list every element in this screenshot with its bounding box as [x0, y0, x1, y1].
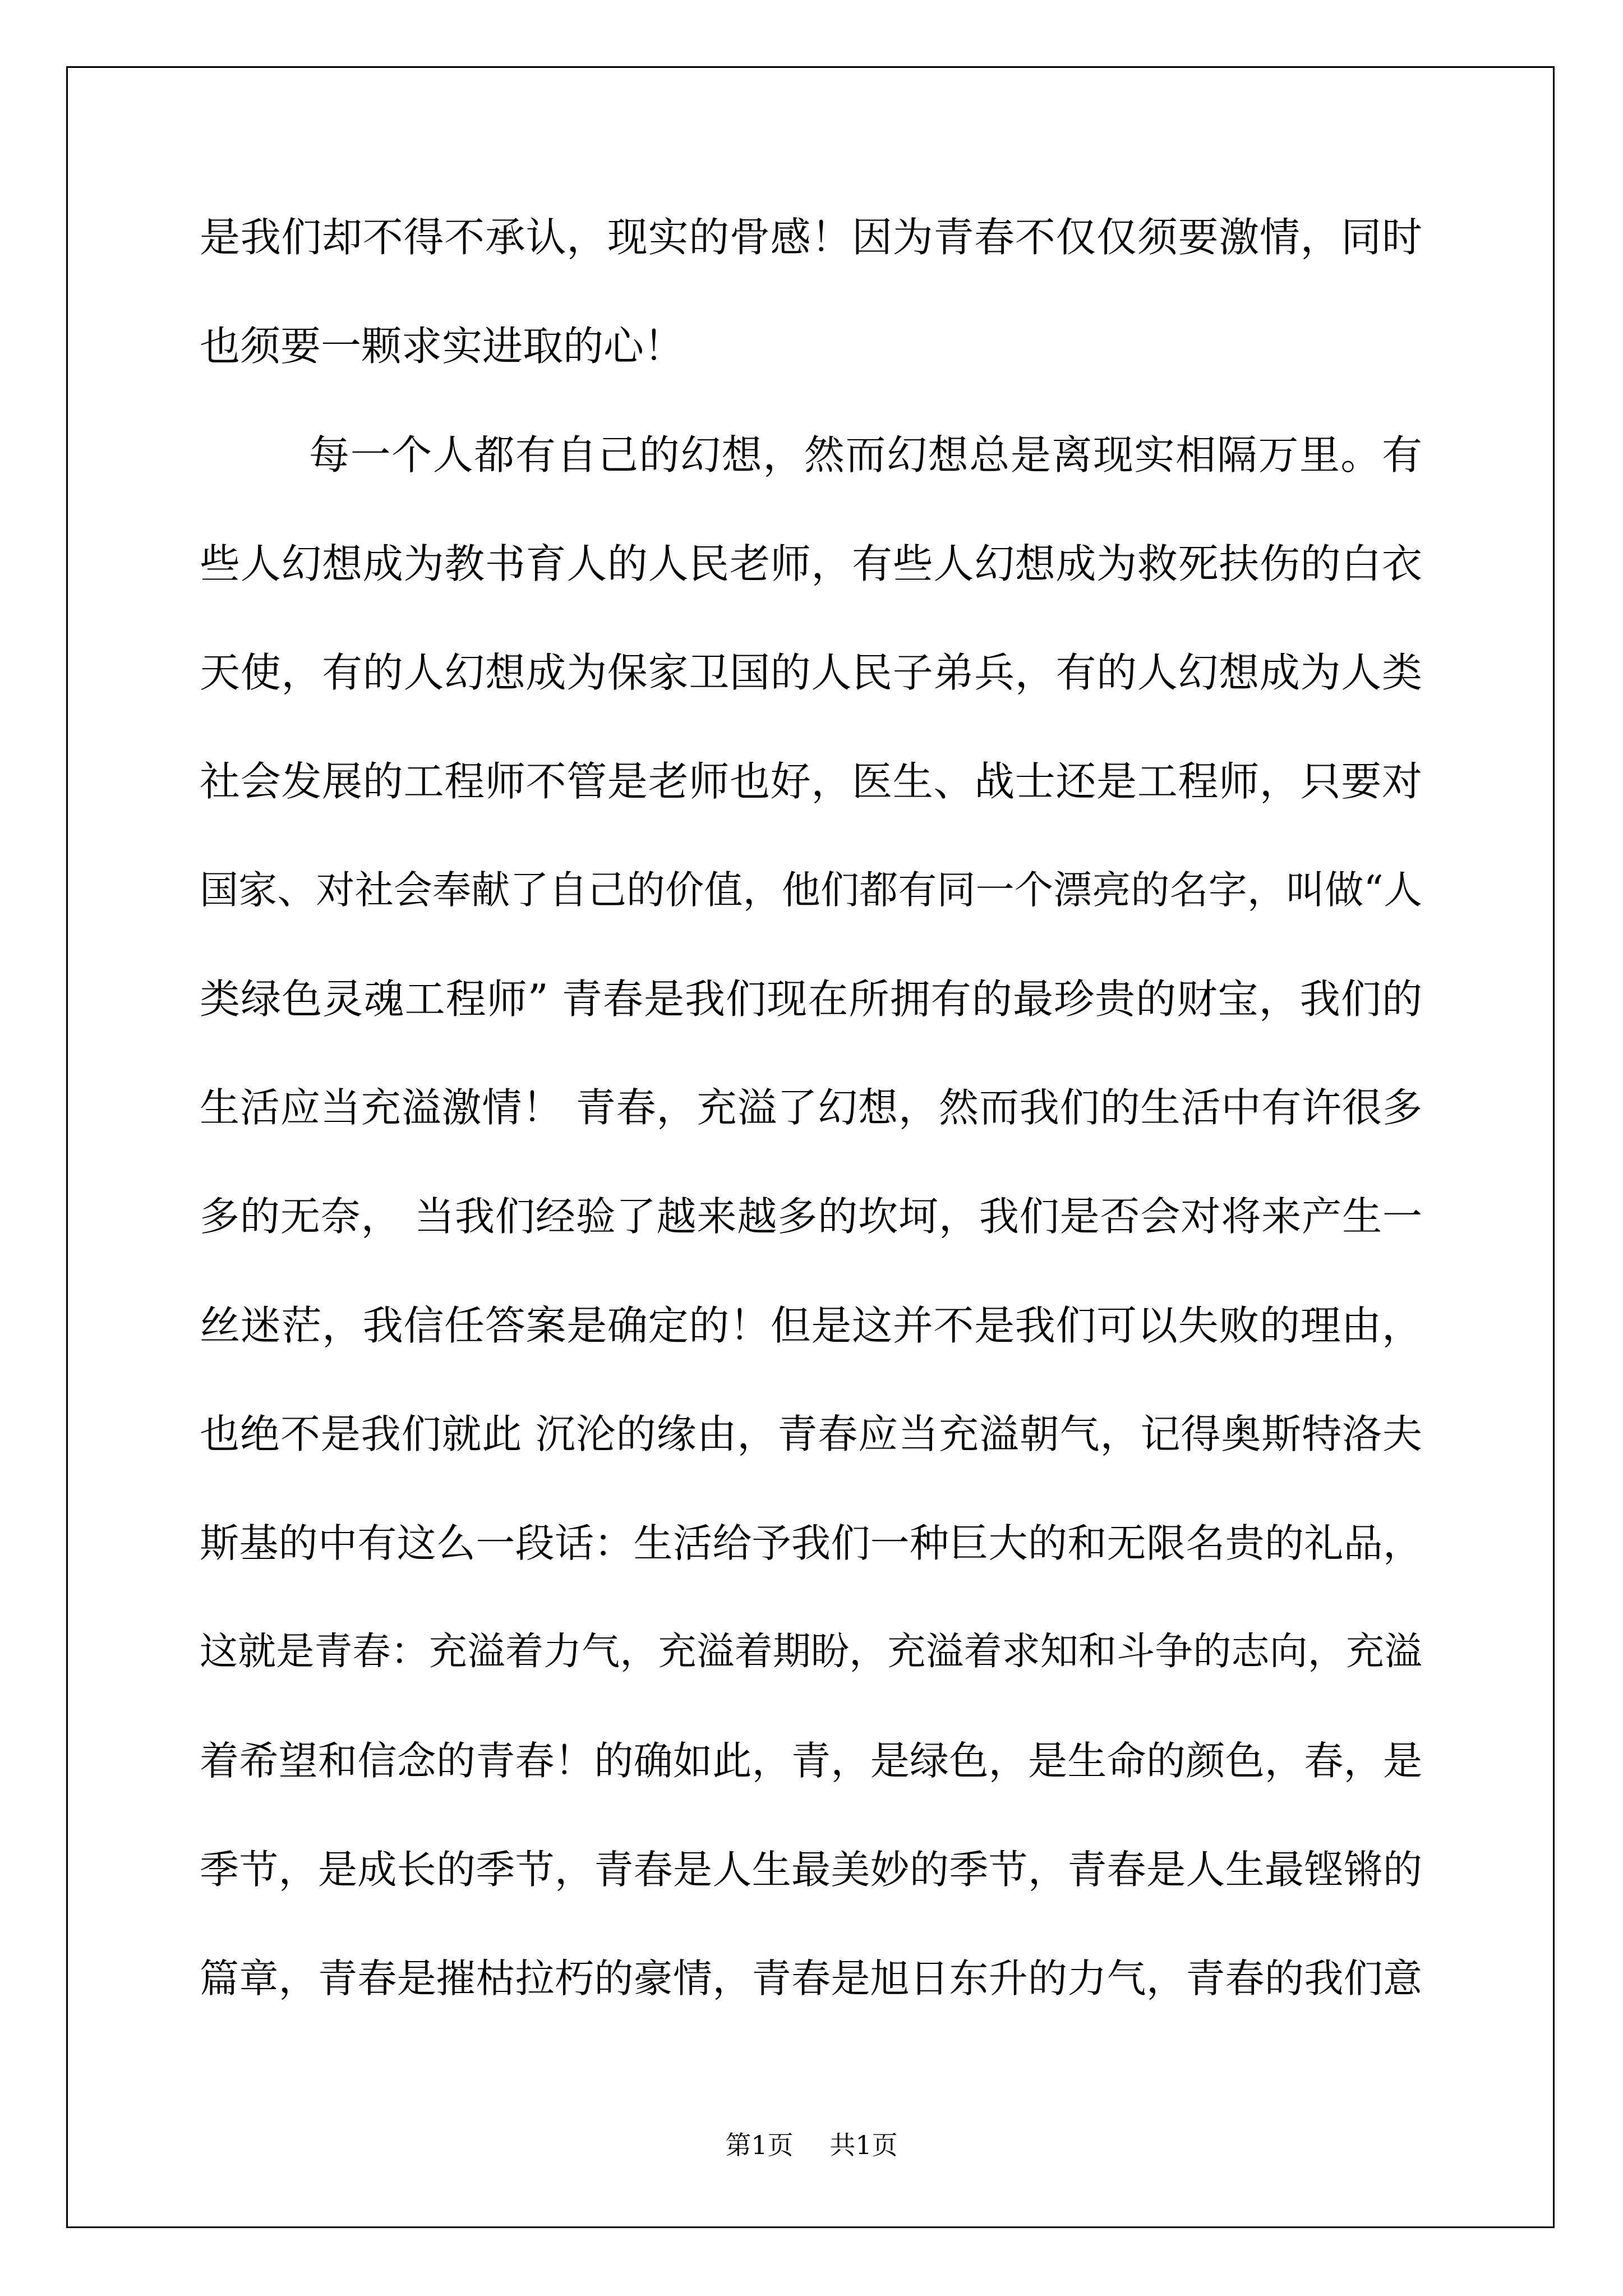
text-line: 季节，是成长的季节，青春是人生最美妙的季节，青春是人生最铿锵的: [200, 1847, 1422, 1893]
text-line: 社会发展的工程师不管是老师也好，医生、战士还是工程师，只要对: [200, 758, 1422, 805]
text-line: 丝迷茫，我信任答案是确定的！但是这并不是我们可以失败的理由，: [200, 1302, 1422, 1349]
text-line: 篇章，青春是摧枯拉朽的豪情，青春是旭日东升的力气，青春的我们意: [200, 1955, 1422, 2001]
text-line: 些人幻想成为教书育人的人民老师，有些人幻想成为救死扶伤的白衣: [200, 540, 1422, 587]
text-line: 天使，有的人幻想成为保家卫国的人民子弟兵，有的人幻想成为人类: [200, 649, 1422, 696]
page-footer: [0, 2125, 1623, 2162]
text-line: 每一个人都有自己的幻想，然而幻想总是离现实相隔万里。有: [309, 431, 1422, 478]
text-line: 国家、对社会奉献了自己的价值，他们都有同一个漂亮的名字，叫做“人: [200, 868, 1422, 913]
text-line: 是我们却不得不承认，现实的骨感！因为青春不仅仅须要激情，同时: [200, 214, 1422, 261]
page-number: 第1页: [725, 2130, 794, 2160]
text-line: 这就是青春：充溢着力气，充溢着期盼，充溢着求知和斗争的志向，充溢: [200, 1630, 1422, 1674]
text-line: 也绝不是我们就此 沉沦的缘由，青春应当充溢朝气，记得奥斯特洛夫: [200, 1411, 1422, 1457]
text-line: 也须要一颗求实进取的心！: [200, 323, 685, 370]
text-line: 类绿色灵魂工程师” 青春是我们现在所拥有的最珍贵的财宝，我们的: [200, 976, 1422, 1023]
text-line: 斯基的中有这么一段话：生活给予我们一种巨大的和无限名贵的礼品，: [200, 1520, 1422, 1566]
text-line: 生活应当充溢激情！ 青春，充溢了幻想，然而我们的生活中有许很多: [200, 1084, 1422, 1131]
text-line: 着希望和信念的青春！的确如此，青，是绿色，是生命的颜色，春，是: [200, 1738, 1422, 1784]
document-body: [200, 208, 1422, 2058]
page-total: 共1页: [829, 2130, 898, 2160]
text-line: 多的无奈， 当我们经验了越来越多的坎坷，我们是否会对将来产生一: [200, 1193, 1422, 1240]
